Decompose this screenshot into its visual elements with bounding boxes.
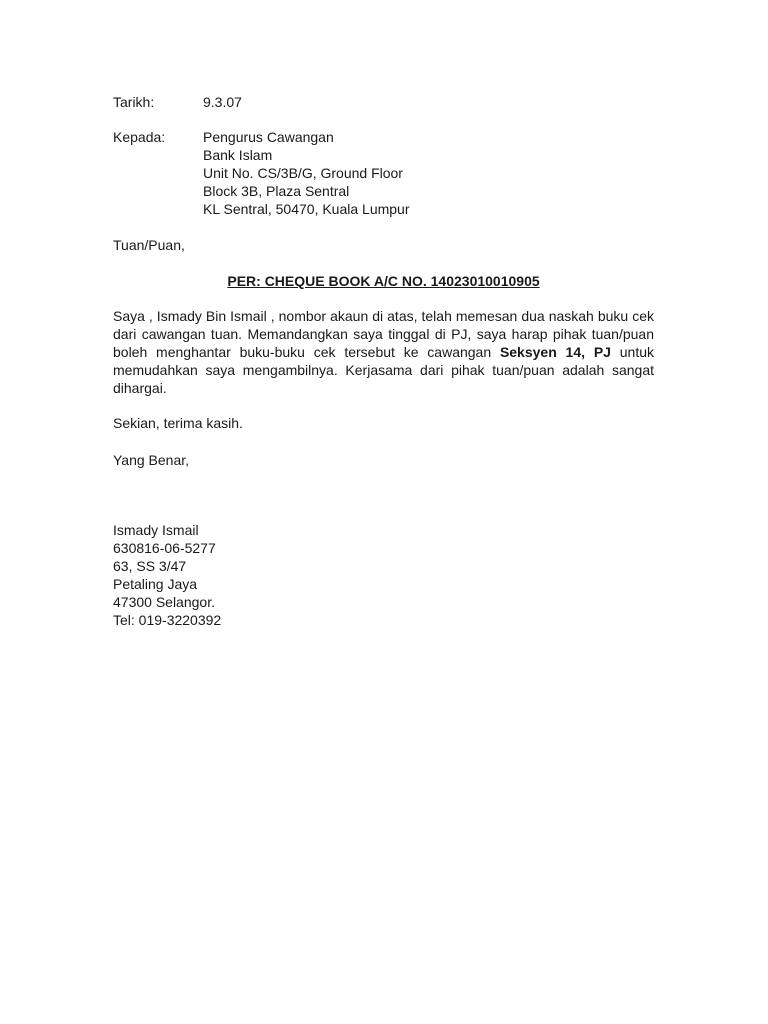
subject-line: PER: CHEQUE BOOK A/C NO. 14023010010905	[227, 273, 540, 289]
recipient-line: Pengurus Cawangan	[203, 129, 334, 145]
sender-address-line: 47300 Selangor.	[113, 594, 215, 610]
to-label: Kepada:	[113, 129, 166, 145]
salutation: Tuan/Puan,	[113, 237, 185, 253]
date-row	[113, 93, 654, 111]
body-bold-text: Seksyen 14, PJ	[499, 344, 611, 360]
sender-address-line: Petaling Jaya	[113, 576, 198, 592]
date-label: Tarikh:	[113, 94, 155, 110]
sender-phone: Tel: 019-3220392	[113, 612, 222, 628]
recipient-line: KL Sentral, 50470, Kuala Lumpur	[203, 201, 410, 217]
closing: Yang Benar,	[113, 452, 190, 468]
sender-address-line: 63, SS 3/47	[113, 558, 187, 574]
closing-thanks: Sekian, terima kasih.	[113, 415, 243, 431]
recipient-line: Unit No. CS/3B/G, Ground Floor	[203, 165, 403, 181]
recipient-line: Block 3B, Plaza Sentral	[203, 183, 350, 199]
body-text: Saya , Ismady Bin Ismail , nombor akaun di atas, telah memesan dua naskah buku cek dari cawangan tuan. Memandangkan saya tinggal di PJ, saya harap pihak tuan/puan boleh menghantar buku-buku cek tersebut ke cawangan	[113, 308, 654, 360]
recipient-address	[203, 128, 410, 218]
body-paragraph	[113, 307, 654, 397]
date-value: 9.3.07	[203, 94, 242, 110]
body-text: untuk memudahkan saya mengambilnya. Kerjasama dari pihak tuan/puan adalah sangat dihargai.	[113, 344, 655, 396]
sender-block	[113, 521, 221, 629]
recipient-row	[113, 128, 654, 218]
sender-ic: 630816-06-5277	[113, 540, 216, 556]
sender-name: Ismady Ismail	[113, 522, 199, 538]
recipient-line: Bank Islam	[203, 147, 273, 163]
